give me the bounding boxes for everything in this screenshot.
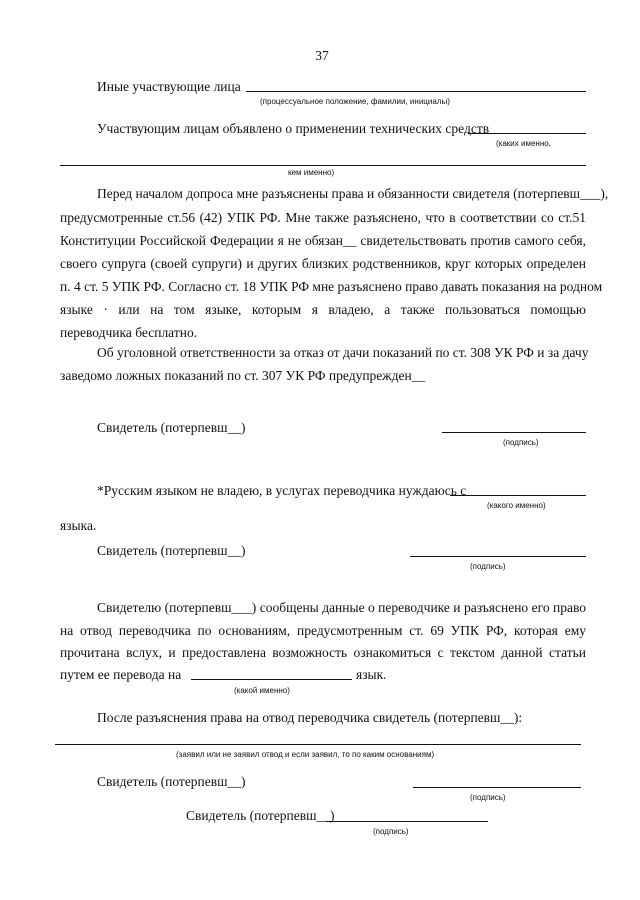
rights-line-6: языке · или на том языке, которым я владею, а также пользоваться помощью bbox=[60, 302, 586, 317]
other-participants-caption: (процессуальное положение, фамилии, инициалы) bbox=[260, 97, 450, 106]
translation-line-caption: (какой именно) bbox=[234, 686, 290, 695]
technical-means-line bbox=[468, 133, 586, 134]
translator-info-line-2: на отвод переводчика по основаниям, предусмотренным ст. 69 УПК РФ, которая ему bbox=[60, 623, 586, 638]
translation-line-start: путем ее перевода на bbox=[60, 667, 182, 682]
translator-info-line-3: прочитана вслух, и предоставлена возможность ознакомиться с текстом данной статьи bbox=[60, 645, 586, 660]
translator-need-line bbox=[450, 495, 586, 496]
technical-means-text: Участвующим лицам объявлено о применении технических средств bbox=[97, 121, 490, 136]
technical-means-line-2 bbox=[60, 165, 586, 166]
translation-line-end: язык. bbox=[356, 667, 387, 682]
page-number: 37 bbox=[315, 48, 329, 63]
after-rights-line bbox=[55, 744, 581, 745]
other-participants-label: Иные участвующие лица bbox=[97, 79, 241, 94]
translation-line-blank bbox=[191, 679, 352, 680]
rights-line-5: п. 4 ст. 5 УПК РФ. Согласно ст. 18 УПК РФ мне разъяснено право давать показания на родном bbox=[60, 279, 603, 294]
signature-caption-3: (подпись) bbox=[470, 793, 506, 802]
translator-info-line-1: Свидетелю (потерпевш___) сообщены данные о переводчике и разъяснено его право bbox=[97, 600, 586, 615]
signature-line-4 bbox=[326, 821, 488, 822]
technical-means-caption-2: кем именно) bbox=[288, 168, 335, 177]
rights-line-3: Конституции Российской Федерации я не обязан__ свидетельствовать против самого себя, bbox=[60, 233, 586, 248]
translator-need-caption: (какого именно) bbox=[487, 501, 546, 510]
liability-line-2: заведомо ложных показаний по ст. 307 УК РФ предупрежден__ bbox=[60, 368, 426, 383]
technical-means-caption-1: (каких именно, bbox=[496, 139, 551, 148]
translator-need-text: *Русским языком не владею, в услугах переводчика нуждаюсь с bbox=[97, 483, 467, 498]
after-rights-caption: (заявил или не заявил отвод и если заявил, то по каким основаниям) bbox=[176, 750, 435, 759]
translator-need-tail: языка. bbox=[60, 518, 97, 533]
witness-label-1: Свидетель (потерпевш__) bbox=[97, 420, 246, 435]
signature-line-3 bbox=[413, 787, 581, 788]
after-rights-text: После разъяснения права на отвод переводчика свидетель (потерпевш__): bbox=[97, 710, 523, 725]
signature-line-2 bbox=[410, 556, 586, 557]
rights-line-1: Перед началом допроса мне разъяснены права и обязанности свидетеля (потерпевш___), bbox=[97, 186, 609, 201]
signature-caption-2: (подпись) bbox=[470, 562, 506, 571]
signature-caption-4: (подпись) bbox=[373, 827, 409, 836]
witness-label-2: Свидетель (потерпевш__) bbox=[97, 543, 246, 558]
signature-caption-1: (подпись) bbox=[503, 438, 539, 447]
witness-label-3: Свидетель (потерпевш__) bbox=[97, 774, 246, 789]
liability-line-1: Об уголовной ответственности за отказ от дачи показаний по ст. 308 УК РФ и за дачу bbox=[97, 345, 589, 360]
rights-line-7: переводчика бесплатно. bbox=[60, 325, 198, 340]
rights-line-4: своего супруга (своей супруги) и других близких родственников, круг которых определен bbox=[60, 256, 586, 271]
witness-label-4: Свидетель (потерпевш__) bbox=[186, 808, 335, 823]
other-participants-line bbox=[246, 91, 586, 92]
signature-line-1 bbox=[442, 432, 586, 433]
rights-line-2: предусмотренные ст.56 (42) УПК РФ. Мне также разъяснено, что в соответствии со ст.51 bbox=[60, 210, 586, 225]
